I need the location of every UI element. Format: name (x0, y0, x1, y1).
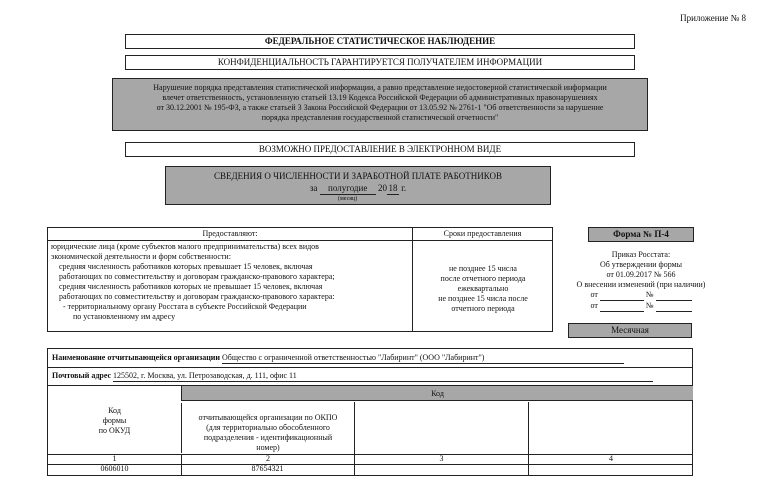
report-period (166, 183, 550, 195)
order-label: Приказ Росстата: (611, 250, 671, 259)
submitter-line: - территориальному органу Росстата в субъекте Российской Федерации (63, 302, 307, 311)
submitter-line: средняя численность работников которых не превышает 15 человек, включая (59, 282, 323, 291)
col4-header (528, 402, 693, 454)
col-number: 3 (354, 454, 528, 476)
changes-label: О внесении изменений (при наличии) (576, 280, 706, 289)
report-title: СВЕДЕНИЯ О ЧИСЛЕННОСТИ И ЗАРАБОТНОЙ ПЛАТЕ РАБОТНИКОВ (214, 171, 502, 181)
code-header (181, 386, 693, 401)
code-header-text: Код (431, 389, 444, 398)
number-label: № (645, 301, 654, 310)
col-number: 1 (112, 454, 117, 463)
deadline-line: не позднее 15 числа (449, 264, 517, 273)
period-prefix: за (309, 183, 318, 193)
warning-line: влечет ответственность, установленную статьей 13.19 Кодекса Российской Федерации об административных правонарушениях (162, 93, 598, 102)
submitter-line: юридические лица (кроме субъектов малого предпринимательства) всех видов (51, 242, 319, 251)
col3-header (354, 402, 528, 454)
deadline-line: отчетного периода (451, 304, 515, 313)
okud-header (48, 396, 181, 436)
year-prefix: 20 (377, 183, 387, 193)
approval-date: от 01.09.2017 № 566 (606, 270, 676, 279)
report-title-box (165, 166, 551, 205)
okud-header-text: Код формы по ОКУД (98, 406, 131, 435)
changes-row (560, 301, 722, 312)
form-number-badge (588, 227, 694, 242)
deadline-line: не позднее 15 числа после (438, 294, 528, 303)
deadlines-header: Сроки предоставления (443, 229, 522, 238)
submitter-line: работающих по совместительству и договорам гражданско-правового характера; (59, 272, 335, 281)
form-number-text: Форма № П-4 (613, 229, 669, 239)
year-value: 18 (388, 183, 398, 193)
from-input[interactable] (600, 301, 644, 312)
frequency-text: Месячная (611, 325, 649, 335)
org-name-value: Общество с ограниченной ответственностью "Лабиринт" (ООО "Лабиринт") (222, 353, 624, 364)
approval-label: Об утверждении формы (599, 260, 683, 269)
electronic-submission-banner (125, 142, 635, 157)
confidentiality-banner (125, 55, 635, 70)
deadlines-list (413, 264, 553, 314)
warning-line: порядка представления государственной статистической отчетности" (261, 113, 499, 122)
deadline-line: ежеквартально (457, 284, 509, 293)
changes-row (560, 290, 722, 301)
number-input[interactable] (656, 290, 692, 301)
from-input[interactable] (600, 290, 644, 301)
org-address-row (52, 371, 672, 382)
deadline-line: после отчетного периода (440, 274, 526, 283)
submitter-line: экономической деятельности и форм собственности: (51, 252, 231, 261)
col-number: 4 (528, 454, 693, 476)
submitter-line: работающих по совместительству и договорам гражданско-правового характера: (59, 292, 335, 301)
submitters-table (47, 227, 553, 332)
okpo-code-value: 87654321 (251, 464, 284, 473)
org-address-label: Почтовый адрес (52, 371, 112, 380)
org-address-value: 125502, г. Москва, ул. Петрозаводская, д. 111, офис 11 (113, 371, 653, 382)
period-value: полугодие (320, 183, 376, 195)
col-number: 2 (181, 454, 354, 476)
okud-code-value: 0606010 (100, 464, 129, 473)
federal-observation-text: ФЕДЕРАЛЬНОЕ СТАТИСТИЧЕСКОЕ НАБЛЮДЕНИЕ (264, 36, 496, 46)
number-input[interactable] (656, 301, 692, 312)
org-name-row (52, 353, 672, 364)
warning-line: от 30.12.2001 № 195-ФЗ, а также статьей 3 Закона Российской Федерации от 13.05.92 № 2761-1 "Об ответственности за нарушение (156, 103, 604, 112)
appendix-label: Приложение № 8 (680, 13, 746, 23)
org-name-label: Наименование отчитывающейся организации (52, 353, 221, 362)
frequency-badge (568, 323, 692, 338)
number-label: № (645, 290, 654, 299)
liability-warning (112, 78, 648, 131)
electronic-submission-text: ВОЗМОЖНО ПРЕДОСТАВЛЕНИЕ В ЭЛЕКТРОННОМ ВИДЕ (258, 144, 502, 154)
month-hint: (месяц) (338, 196, 358, 202)
from-label: от (590, 290, 598, 299)
submitter-line: средняя численность работников которых превышает 15 человек, включая (59, 262, 313, 271)
year-suffix: г. (401, 183, 407, 193)
federal-observation-banner (125, 34, 635, 49)
confidentiality-text: КОНФИДЕНЦИАЛЬНОСТЬ ГАРАНТИРУЕТСЯ ПОЛУЧАТЕЛЕМ ИНФОРМАЦИИ (217, 57, 543, 67)
okpo-header-text: отчитывающейся организации по ОКПО (для территориально обособленного подразделения - идентификационный номер) (198, 413, 338, 452)
submitter-line: по установленному им адресу (73, 312, 176, 321)
okpo-header (181, 403, 354, 453)
organization-table (47, 348, 693, 476)
from-label: от (590, 301, 598, 310)
form-order-block (560, 250, 722, 312)
submitters-list (51, 242, 411, 322)
warning-line: Нарушение порядка представления статистической информации, а равно представление недостоверной статистической информации (153, 83, 607, 92)
submitters-header: Предоставляют: (202, 229, 258, 238)
